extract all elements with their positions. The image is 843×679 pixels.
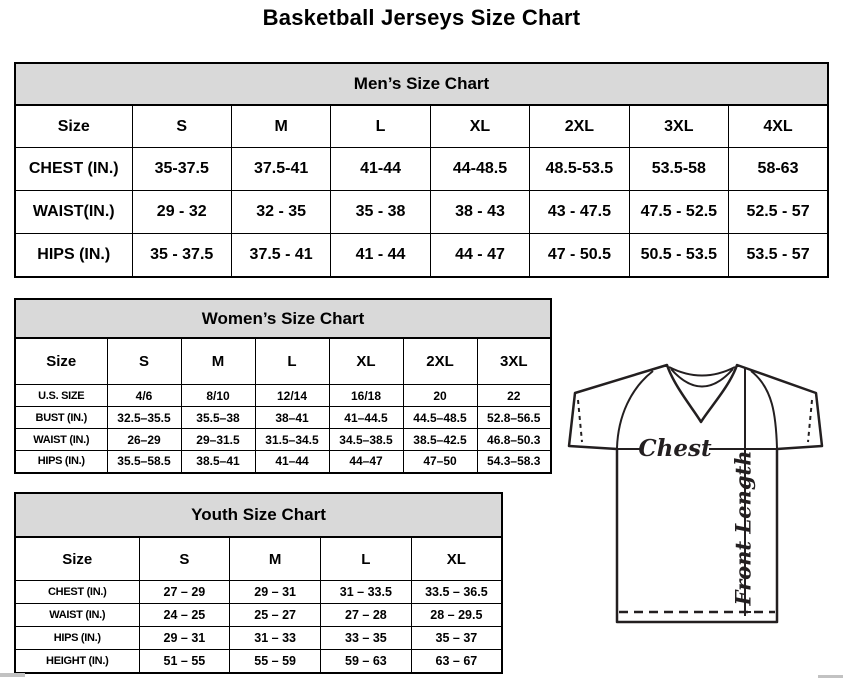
youth-column-header: S — [139, 538, 230, 581]
mens-column-header: M — [231, 106, 330, 148]
size-value-cell: 33.5 – 36.5 — [411, 581, 502, 604]
mens-size-chart-section — [14, 62, 829, 278]
size-value-cell: 27 – 28 — [321, 604, 412, 627]
size-value-cell: 54.3–58.3 — [477, 451, 551, 473]
size-value-cell: 29 – 31 — [139, 627, 230, 650]
size-value-cell: 35.5–38 — [181, 407, 255, 429]
mens-table — [14, 105, 829, 278]
mens-column-header: 2XL — [530, 106, 629, 148]
size-value-cell: 41-44 — [331, 148, 430, 191]
row-label: WAIST(IN.) — [15, 191, 132, 234]
size-value-cell: 43 - 47.5 — [530, 191, 629, 234]
mens-chart-title: Men’s Size Chart — [14, 62, 829, 105]
womens-data-row — [15, 385, 551, 407]
size-value-cell: 4/6 — [107, 385, 181, 407]
size-value-cell: 31 – 33 — [230, 627, 321, 650]
mens-column-header: XL — [430, 106, 529, 148]
size-value-cell: 47.5 - 52.5 — [629, 191, 728, 234]
row-label: HIPS (IN.) — [15, 451, 107, 473]
size-value-cell: 37.5-41 — [231, 148, 330, 191]
size-value-cell: 26–29 — [107, 429, 181, 451]
size-value-cell: 47–50 — [403, 451, 477, 473]
size-value-cell: 59 – 63 — [321, 650, 412, 673]
youth-column-header: Size — [15, 538, 139, 581]
size-value-cell: 29–31.5 — [181, 429, 255, 451]
scrollbar-fragment-left[interactable] — [0, 673, 25, 677]
size-value-cell: 51 – 55 — [139, 650, 230, 673]
size-value-cell: 35-37.5 — [132, 148, 231, 191]
size-value-cell: 12/14 — [255, 385, 329, 407]
size-value-cell: 44–47 — [329, 451, 403, 473]
size-value-cell: 44.5–48.5 — [403, 407, 477, 429]
womens-column-header: XL — [329, 339, 403, 385]
womens-header-row — [15, 339, 551, 385]
size-value-cell: 29 – 31 — [230, 581, 321, 604]
size-value-cell: 38.5–42.5 — [403, 429, 477, 451]
chest-label: Chest — [638, 435, 712, 462]
mens-column-header: 4XL — [729, 106, 828, 148]
size-value-cell: 35 – 37 — [411, 627, 502, 650]
scrollbar-fragment-right[interactable] — [818, 675, 843, 678]
size-value-cell: 35 - 38 — [331, 191, 430, 234]
size-value-cell: 48.5-53.5 — [530, 148, 629, 191]
youth-column-header: XL — [411, 538, 502, 581]
womens-column-header: 2XL — [403, 339, 477, 385]
size-value-cell: 16/18 — [329, 385, 403, 407]
womens-data-row — [15, 451, 551, 473]
womens-column-header: Size — [15, 339, 107, 385]
row-label: CHEST (IN.) — [15, 148, 132, 191]
youth-table — [14, 537, 503, 674]
size-value-cell: 46.8–50.3 — [477, 429, 551, 451]
size-value-cell: 37.5 - 41 — [231, 234, 330, 277]
size-value-cell: 41–44.5 — [329, 407, 403, 429]
size-value-cell: 50.5 - 53.5 — [629, 234, 728, 277]
youth-size-chart-section — [14, 492, 503, 674]
size-value-cell: 53.5-58 — [629, 148, 728, 191]
youth-data-row — [15, 650, 502, 673]
womens-data-row — [15, 429, 551, 451]
size-value-cell: 22 — [477, 385, 551, 407]
jersey-body-outline — [569, 365, 822, 622]
womens-column-header: 3XL — [477, 339, 551, 385]
size-value-cell: 35 - 37.5 — [132, 234, 231, 277]
size-value-cell: 31 – 33.5 — [321, 581, 412, 604]
row-label: BUST (IN.) — [15, 407, 107, 429]
womens-column-header: L — [255, 339, 329, 385]
youth-data-row — [15, 627, 502, 650]
womens-data-row — [15, 407, 551, 429]
size-value-cell: 55 – 59 — [230, 650, 321, 673]
front-length-label: Front Length — [730, 450, 756, 606]
size-value-cell: 29 - 32 — [132, 191, 231, 234]
row-label: CHEST (IN.) — [15, 581, 139, 604]
size-value-cell: 32 - 35 — [231, 191, 330, 234]
mens-column-header: L — [331, 106, 430, 148]
size-value-cell: 25 – 27 — [230, 604, 321, 627]
mens-column-header: Size — [15, 106, 132, 148]
size-value-cell: 32.5–35.5 — [107, 407, 181, 429]
row-label: HIPS (IN.) — [15, 234, 132, 277]
collar-arc-outer — [669, 367, 735, 376]
size-value-cell: 28 – 29.5 — [411, 604, 502, 627]
youth-header-row — [15, 538, 502, 581]
size-value-cell: 63 – 67 — [411, 650, 502, 673]
size-value-cell: 27 – 29 — [139, 581, 230, 604]
row-label: WAIST (IN.) — [15, 429, 107, 451]
size-value-cell: 24 – 25 — [139, 604, 230, 627]
size-value-cell: 8/10 — [181, 385, 255, 407]
size-value-cell: 52.8–56.5 — [477, 407, 551, 429]
womens-column-header: M — [181, 339, 255, 385]
size-value-cell: 44 - 47 — [430, 234, 529, 277]
page-title: Basketball Jerseys Size Chart — [262, 5, 581, 30]
youth-column-header: L — [321, 538, 412, 581]
womens-chart-title: Women’s Size Chart — [14, 298, 552, 338]
womens-size-chart-section — [14, 298, 552, 474]
youth-data-row — [15, 604, 502, 627]
youth-chart-title: Youth Size Chart — [14, 492, 503, 537]
mens-header-row — [15, 106, 828, 148]
row-label: WAIST (IN.) — [15, 604, 139, 627]
mens-data-row — [15, 148, 828, 191]
size-value-cell: 38 - 43 — [430, 191, 529, 234]
row-label: HEIGHT (IN.) — [15, 650, 139, 673]
youth-column-header: M — [230, 538, 321, 581]
row-label: HIPS (IN.) — [15, 627, 139, 650]
size-value-cell: 35.5–58.5 — [107, 451, 181, 473]
size-value-cell: 52.5 - 57 — [729, 191, 828, 234]
size-value-cell: 47 - 50.5 — [530, 234, 629, 277]
jersey-measurement-diagram — [555, 358, 837, 628]
size-value-cell: 20 — [403, 385, 477, 407]
size-value-cell: 38–41 — [255, 407, 329, 429]
size-value-cell: 31.5–34.5 — [255, 429, 329, 451]
size-value-cell: 34.5–38.5 — [329, 429, 403, 451]
size-value-cell: 41–44 — [255, 451, 329, 473]
youth-data-row — [15, 581, 502, 604]
womens-column-header: S — [107, 339, 181, 385]
size-value-cell: 41 - 44 — [331, 234, 430, 277]
row-label: U.S. SIZE — [15, 385, 107, 407]
size-value-cell: 53.5 - 57 — [729, 234, 828, 277]
size-value-cell: 44-48.5 — [430, 148, 529, 191]
jersey-outline-drawing — [555, 358, 837, 628]
mens-column-header: S — [132, 106, 231, 148]
mens-data-row — [15, 234, 828, 277]
size-value-cell: 38.5–41 — [181, 451, 255, 473]
womens-table — [14, 338, 552, 474]
size-value-cell: 33 – 35 — [321, 627, 412, 650]
mens-column-header: 3XL — [629, 106, 728, 148]
mens-data-row — [15, 191, 828, 234]
size-value-cell: 58-63 — [729, 148, 828, 191]
